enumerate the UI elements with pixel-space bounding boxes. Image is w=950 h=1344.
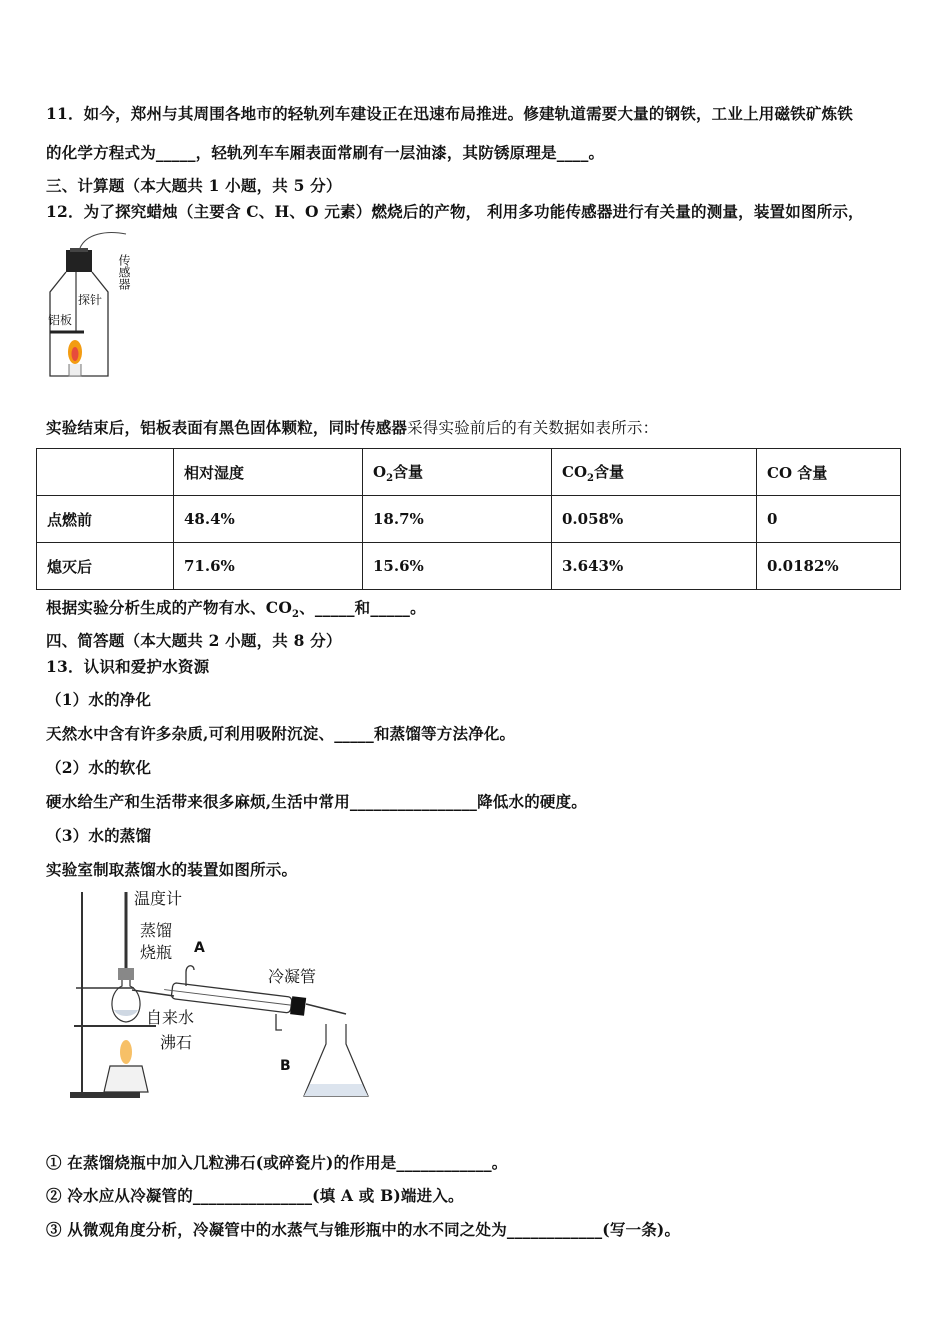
table-cell: 熄灭后	[37, 543, 174, 590]
q13-sub1: ① 在蒸馏烧瓶中加入几粒沸石(或碎瓷片)的作用是____________。	[46, 1153, 508, 1172]
stand-base	[70, 1092, 140, 1098]
inlet-a-tube	[186, 966, 194, 986]
table-cell: 3.643%	[552, 543, 757, 590]
table-cell: 48.4%	[174, 496, 363, 543]
inlet-a-label: A	[194, 940, 205, 956]
table-cell: 15.6%	[363, 543, 552, 590]
table-row	[37, 496, 901, 543]
boiling-stones-label: 沸石	[160, 1033, 193, 1052]
candle-sensor-figure	[44, 228, 154, 380]
sensor-data-table	[36, 448, 901, 590]
q13-part3-title: （3）水的蒸馏	[46, 826, 152, 845]
q11-line2: 的化学方程式为_____，轻轨列车车厢表面常刷有一层油漆，其防锈原理是____。	[46, 143, 605, 162]
sensor-wire	[80, 233, 126, 248]
q13-part2-text: 硬水给生产和生活带来很多麻烦,生活中常用________________降低水的硬度。	[46, 792, 587, 811]
q13-part2-title: （2）水的软化	[46, 758, 152, 777]
section4-heading: 四、简答题（本大题共 2 小题，共 8 分）	[46, 631, 342, 650]
tapwater-label: 自来水	[146, 1008, 195, 1027]
thermometer-label: 温度计	[134, 889, 183, 908]
q12-result-normal: 采得实验前后的有关数据如表所示：	[407, 419, 659, 437]
flask-label-2: 烧瓶	[140, 943, 173, 962]
header-cell-co2: $CO_2$含量	[552, 449, 757, 496]
q13-sub2: ② 冷水应从冷凝管的_______________(填 A 或 B)端进入。	[46, 1186, 464, 1205]
sensor-label: 传感器	[117, 254, 131, 290]
table-cell: 0	[757, 496, 901, 543]
candle	[69, 364, 81, 376]
header-cell-empty	[37, 449, 174, 496]
q12-result-bold: 实验结束后，铝板表面有黑色固体颗粒，同时传感器	[46, 418, 408, 437]
section3-heading: 三、计算题（本大题共 1 小题，共 5 分）	[46, 176, 342, 195]
flask-label-1: 蒸馏	[140, 921, 173, 940]
q13-sub3: ③ 从微观角度分析，冷凝管中的水蒸气与锥形瓶中的水不同之处为____________(写一条)。	[46, 1220, 681, 1239]
distillation-figure	[64, 884, 384, 1106]
header-cell-humidity: 相对湿度	[174, 449, 363, 496]
plate-label: 铝板	[48, 313, 73, 327]
table-cell: 0.0182%	[757, 543, 901, 590]
condenser-label: 冷凝管	[268, 967, 317, 986]
q13-title: 13．认识和爱护水资源	[46, 657, 210, 676]
q13-part3-text: 实验室制取蒸馏水的装置如图所示。	[46, 860, 298, 879]
table-cell: 71.6%	[174, 543, 363, 590]
q13-part1-title: （1）水的净化	[46, 690, 152, 709]
q13-part1-text: 天然水中含有许多杂质,可利用吸附沉淀、_____和蒸馏等方法净化。	[46, 724, 516, 743]
alcohol-burner	[104, 1066, 148, 1092]
bottle-cap	[66, 250, 92, 272]
q12-conclusion: 根据实验分析生成的产物有水、$CO_2$、_____和_____。	[46, 598, 426, 621]
q12-intro: 12．为了探究蜡烛（主要含 C、H、O 元素）燃烧后的产物， 利用多功能传感器进行有关量的测量，装置如图所示，	[46, 202, 864, 221]
table-cell: 0.058%	[552, 496, 757, 543]
inlet-b-label: B	[280, 1058, 291, 1074]
burner-flame	[120, 1040, 132, 1064]
probe-label: 探针	[78, 293, 103, 307]
q12-result	[46, 416, 658, 438]
header-cell-co: CO 含量	[757, 449, 901, 496]
table-cell: 18.7%	[363, 496, 552, 543]
table-row	[37, 543, 901, 590]
header-cell-o2: $O_2$含量	[363, 449, 552, 496]
inlet-b-tube	[276, 1014, 282, 1030]
q11-line1: 11．如今，郑州与其周围各地市的轻轨列车建设正在迅速布局推进。修建轨道需要大量的钢铁，工业上用磁铁矿炼铁	[46, 104, 853, 123]
table-cell: 点燃前	[37, 496, 174, 543]
table-header-row	[37, 449, 901, 496]
